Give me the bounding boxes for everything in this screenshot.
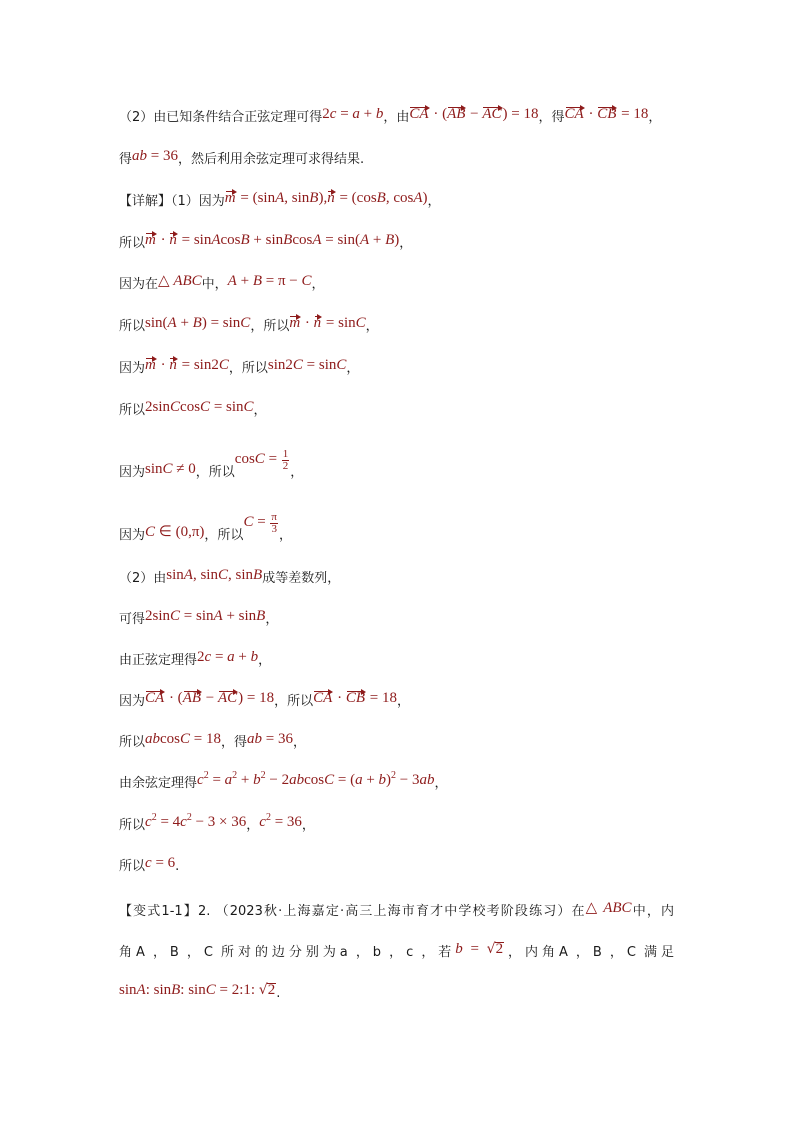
math-variable: C (336, 357, 347, 373)
vector: AC (217, 690, 238, 706)
math-symbol: = (336, 106, 353, 122)
math-variable: ab (145, 731, 161, 747)
equation (145, 461, 196, 477)
equation (145, 814, 246, 830)
vector: AC (482, 106, 502, 122)
text-run: ， (365, 319, 379, 334)
math-variable: b (250, 649, 259, 665)
math-variable: C (217, 567, 228, 583)
math-variable: B (309, 190, 319, 206)
math-symbol: , sin (228, 567, 254, 583)
superscript: 2 (232, 770, 238, 781)
math-symbol: = π − (261, 273, 302, 289)
equation (586, 900, 632, 916)
text-run: 得 (119, 152, 133, 167)
equation (158, 273, 202, 289)
equation (197, 649, 258, 665)
math-symbol: + (369, 232, 386, 248)
vector: CA (145, 690, 165, 706)
text-run: 由正弦定理得 (119, 653, 198, 668)
equation (565, 106, 649, 122)
math-variable: ab (132, 148, 148, 164)
fraction-denominator: 3 (271, 523, 277, 535)
equation (119, 982, 276, 998)
text-line (119, 609, 278, 629)
equation (225, 190, 428, 206)
math-symbol: sin2 (267, 357, 293, 373)
equation (132, 148, 178, 164)
math-symbol: cos (292, 232, 313, 248)
math-variable: ab (419, 772, 435, 788)
math-symbol: + (176, 315, 193, 331)
text-run: ，所以 (228, 361, 268, 376)
math-symbol: △ (158, 273, 170, 289)
math-variable: a (224, 772, 233, 788)
equation (313, 690, 397, 706)
math-symbol: = ( (334, 772, 356, 788)
equation (322, 106, 383, 122)
equation (247, 731, 293, 747)
math-symbol: = sin (210, 399, 244, 415)
math-variable: C (162, 461, 173, 477)
math-symbol: 2sin (145, 399, 171, 415)
text-run: 【变式1-1】2. （2023秋·上海嘉定·高三上海市育才中学校考阶段练习）在 (119, 904, 586, 919)
vector: n (169, 357, 177, 373)
math-symbol: = 18 (365, 690, 397, 706)
vector: m (145, 357, 156, 373)
math-variable: C (243, 514, 254, 530)
radicand: 2 (267, 982, 276, 998)
math-variable: B (240, 232, 250, 248)
math-symbol: , sin (284, 190, 310, 206)
text-run: 角A ，B ，C 所对的边分别为a ，b ，c ，若 (119, 945, 456, 960)
text-line (119, 770, 448, 793)
text-run: ， (246, 818, 260, 833)
text-run: ， (396, 694, 410, 709)
math-symbol: · ( (429, 106, 448, 122)
vector: m (289, 315, 301, 331)
equation (145, 731, 221, 747)
vector: n (327, 190, 335, 206)
math-symbol: + (237, 772, 254, 788)
math-symbol: = (264, 451, 281, 467)
math-symbol: + (362, 772, 379, 788)
math-variable: C (200, 399, 211, 415)
vector: CB (597, 106, 617, 122)
text-run: ， (292, 735, 306, 750)
math-variable: a (352, 106, 360, 122)
equation (166, 567, 262, 583)
math-symbol: , cos (385, 190, 414, 206)
equation (234, 448, 290, 480)
math-symbol: = (cos (335, 190, 377, 206)
vector: CA (313, 690, 333, 706)
text-run: 因为在 (119, 277, 159, 292)
text-run: ， (427, 194, 441, 209)
math-symbol: = sin( (321, 232, 360, 248)
equation (455, 941, 504, 957)
math-variable: b (378, 772, 387, 788)
math-symbol: = 36 (270, 814, 302, 830)
math-variable: C (324, 772, 335, 788)
text-line (119, 191, 441, 211)
math-variable: c (329, 106, 337, 122)
math-symbol: − 3 (396, 772, 420, 788)
vector: n (313, 315, 322, 331)
math-variable: b (375, 106, 384, 122)
fraction (270, 512, 278, 535)
text-run: ， (346, 361, 360, 376)
text-run: ， (399, 236, 413, 251)
math-symbol: = (sin (236, 190, 276, 206)
text-run: 可得 (119, 612, 146, 627)
equation (409, 106, 538, 122)
text-line (119, 233, 412, 253)
text-run: 因为 (119, 361, 146, 376)
math-symbol: · ( (165, 690, 183, 706)
text-run: ，所以 (250, 319, 290, 334)
math-symbol: ), (318, 190, 328, 206)
math-variable: B (171, 982, 181, 998)
math-variable: B (253, 567, 263, 583)
math-symbol: = 18 (617, 106, 649, 122)
fraction (282, 449, 290, 472)
math-symbol: + (359, 106, 376, 122)
math-symbol: = sin (302, 357, 337, 373)
math-variable: a (355, 772, 363, 788)
math-symbol: = 36 (262, 731, 293, 747)
superscript: 2 (203, 770, 209, 781)
text-line (119, 732, 306, 752)
text-run: ， (648, 110, 662, 125)
math-symbol: , sin (192, 567, 218, 583)
text-run: 所以 (119, 319, 146, 334)
math-variable: A (211, 232, 221, 248)
text-run: 所以 (119, 818, 146, 833)
text-run: ，所以 (274, 694, 314, 709)
text-line (119, 691, 410, 711)
text-run: ， (434, 776, 448, 791)
math-symbol: = sin2 (177, 357, 219, 373)
math-variable: B (252, 273, 262, 289)
math-variable: b (253, 772, 261, 788)
math-variable: a (227, 649, 235, 665)
text-run: 由余弦定理得 (119, 776, 198, 791)
math-variable: c (180, 814, 187, 830)
math-symbol: cos (160, 731, 181, 747)
text-line (119, 358, 359, 378)
math-symbol: = (208, 772, 225, 788)
math-symbol: = 18 (190, 731, 221, 747)
vector: n (169, 232, 177, 248)
square-root (487, 941, 504, 957)
math-symbol: = sin (180, 608, 214, 624)
math-variable: ab (247, 731, 263, 747)
vector: m (145, 232, 156, 248)
text-run: 所以 (119, 735, 146, 750)
text-run: ， (258, 653, 272, 668)
math-symbol: 2 (322, 106, 330, 122)
math-symbol: = sin (177, 232, 212, 248)
math-symbol: cos (180, 399, 201, 415)
text-run: （2）由已知条件结合正弦定理可得 (119, 110, 323, 125)
math-symbol: = 2:1: (215, 982, 259, 998)
superscript: 2 (265, 812, 271, 823)
text-line (119, 856, 179, 876)
superscript: 2 (186, 812, 192, 823)
math-variable: ABC (598, 900, 632, 916)
text-run: 中，内 (631, 904, 674, 919)
math-symbol: · (333, 690, 346, 706)
equation (145, 608, 265, 624)
text-run: ， (278, 528, 292, 543)
math-variable: ABC (169, 273, 202, 289)
math-variable: B (192, 315, 202, 331)
math-variable: c (145, 855, 152, 871)
equation (197, 772, 435, 788)
math-symbol: ) (394, 232, 400, 248)
math-symbol: = (253, 514, 270, 530)
radical-sign: √ (486, 941, 496, 957)
math-symbol: : sin (145, 982, 172, 998)
equation (145, 524, 204, 540)
text-line (119, 107, 661, 127)
math-symbol: + (236, 273, 253, 289)
math-symbol: sin (145, 461, 163, 477)
equation (145, 357, 229, 373)
text-run: 所以 (119, 859, 146, 874)
fraction-numerator: 1 (282, 448, 289, 460)
math-variable: C (205, 982, 216, 998)
text-run: ， (265, 612, 279, 627)
math-variable: c (197, 772, 204, 788)
vector: CA (564, 106, 584, 122)
math-variable: b (455, 941, 463, 957)
math-symbol: = sin (322, 315, 356, 331)
fraction-numerator: π (271, 511, 277, 523)
equation (243, 511, 279, 543)
math-symbol: − (466, 106, 483, 122)
math-symbol: + sin (222, 608, 257, 624)
text-run: 中， (201, 277, 228, 292)
math-variable: C (292, 357, 303, 373)
text-run: ， (253, 403, 267, 418)
math-variable: C (301, 273, 312, 289)
vector: m (224, 190, 236, 206)
equation (145, 399, 254, 415)
text-line (119, 983, 280, 1003)
math-variable: C (170, 399, 181, 415)
math-symbol: △ (585, 900, 599, 916)
text-run: ，所以 (204, 528, 244, 543)
math-symbol: · (156, 357, 170, 373)
text-line (119, 942, 674, 962)
text-line (119, 149, 364, 169)
text-run: ，得 (538, 110, 565, 125)
math-symbol: ) (422, 190, 428, 206)
text-run: 成等差数列， (262, 571, 341, 586)
math-symbol: · (584, 106, 598, 122)
math-symbol: = 36 (147, 148, 178, 164)
math-symbol: − 2 (265, 772, 290, 788)
math-symbol: · (301, 315, 314, 331)
math-symbol: sin( (145, 315, 168, 331)
math-variable: B (256, 608, 266, 624)
text-line (119, 511, 292, 545)
vector: CB (345, 690, 365, 706)
math-symbol: cos (220, 232, 241, 248)
text-run: 因为 (119, 528, 146, 543)
math-variable: c (204, 649, 212, 665)
math-variable: A (183, 567, 193, 583)
equation (145, 232, 399, 248)
text-line (119, 274, 325, 294)
math-variable: A (167, 315, 177, 331)
vector: CA (409, 106, 429, 122)
square-root (259, 982, 276, 998)
math-variable: C (254, 451, 265, 467)
math-variable: C (240, 315, 251, 331)
math-symbol: cos (304, 772, 325, 788)
text-line (119, 568, 340, 588)
math-symbol: − 3 × 36 (191, 814, 247, 830)
text-run: 【详解】（1）因为 (119, 194, 225, 209)
text-line (119, 316, 379, 336)
text-line (119, 812, 315, 835)
math-symbol: ) = 18 (502, 106, 539, 122)
math-symbol: + sin (249, 232, 284, 248)
math-variable: A (413, 190, 423, 206)
text-line (119, 448, 304, 482)
equation (228, 273, 312, 289)
math-variable: A (227, 273, 237, 289)
math-variable: A (312, 232, 322, 248)
text-run: ，得 (221, 735, 248, 750)
math-symbol: ∈ (0,π) (155, 524, 205, 540)
math-symbol: · (156, 232, 170, 248)
math-symbol: = (462, 941, 487, 957)
vector: AB (182, 690, 202, 706)
math-variable: A (136, 982, 146, 998)
equation (145, 855, 175, 871)
math-variable: B (283, 232, 293, 248)
math-symbol: ) = 18 (238, 690, 275, 706)
math-symbol: ) (386, 772, 392, 788)
math-symbol: cos (234, 451, 255, 467)
math-symbol: 2 (197, 649, 205, 665)
math-symbol: : sin (180, 982, 206, 998)
radicand: 2 (495, 941, 504, 957)
math-variable: C (145, 524, 156, 540)
text-line (119, 400, 267, 420)
math-variable: A (213, 608, 223, 624)
math-symbol: = (211, 649, 228, 665)
math-variable: B (376, 190, 386, 206)
math-symbol: 2sin (145, 608, 171, 624)
text-run: ， (301, 818, 315, 833)
math-variable: C (170, 608, 181, 624)
text-run: 所以 (119, 403, 146, 418)
text-run: . (175, 859, 180, 874)
text-run: ，然后利用余弦定理可求得结果. (177, 152, 365, 167)
text-line (119, 650, 271, 670)
text-run: 因为 (119, 465, 146, 480)
radical-sign: √ (258, 982, 268, 998)
text-run: （2）由 (119, 571, 167, 586)
text-run: 所以 (119, 236, 146, 251)
math-variable: ab (289, 772, 305, 788)
math-symbol: ) = sin (201, 315, 241, 331)
fraction-denominator: 2 (282, 460, 289, 472)
math-variable: c (145, 814, 152, 830)
superscript: 2 (260, 770, 266, 781)
text-run: ，所以 (195, 465, 235, 480)
math-variable: C (243, 399, 254, 415)
math-symbol: − (202, 690, 218, 706)
text-run: . (276, 986, 281, 1001)
math-variable: B (385, 232, 395, 248)
math-symbol: sin (166, 567, 184, 583)
math-variable: C (218, 357, 229, 373)
equation (259, 814, 302, 830)
text-run: ，内角A ，B ，C 满足 (504, 945, 674, 960)
vector: AB (447, 106, 466, 122)
equation (268, 357, 347, 373)
equation (145, 690, 274, 706)
equation (145, 315, 250, 331)
text-run: ， (311, 277, 325, 292)
text-run: 因为 (119, 694, 146, 709)
math-symbol: ≠ 0 (172, 461, 196, 477)
text-line (119, 901, 674, 921)
equation (289, 315, 365, 331)
math-variable: A (275, 190, 285, 206)
math-variable: c (259, 814, 266, 830)
superscript: 2 (151, 812, 157, 823)
math-symbol: + (234, 649, 251, 665)
text-run: ， (290, 465, 304, 480)
math-symbol: = 6 (151, 855, 176, 871)
text-run: ，由 (383, 110, 410, 125)
math-variable: C (355, 315, 366, 331)
math-variable: A (359, 232, 370, 248)
math-variable: C (180, 731, 191, 747)
superscript: 2 (391, 770, 397, 781)
math-symbol: sin (119, 982, 137, 998)
math-symbol: = 4 (156, 814, 181, 830)
